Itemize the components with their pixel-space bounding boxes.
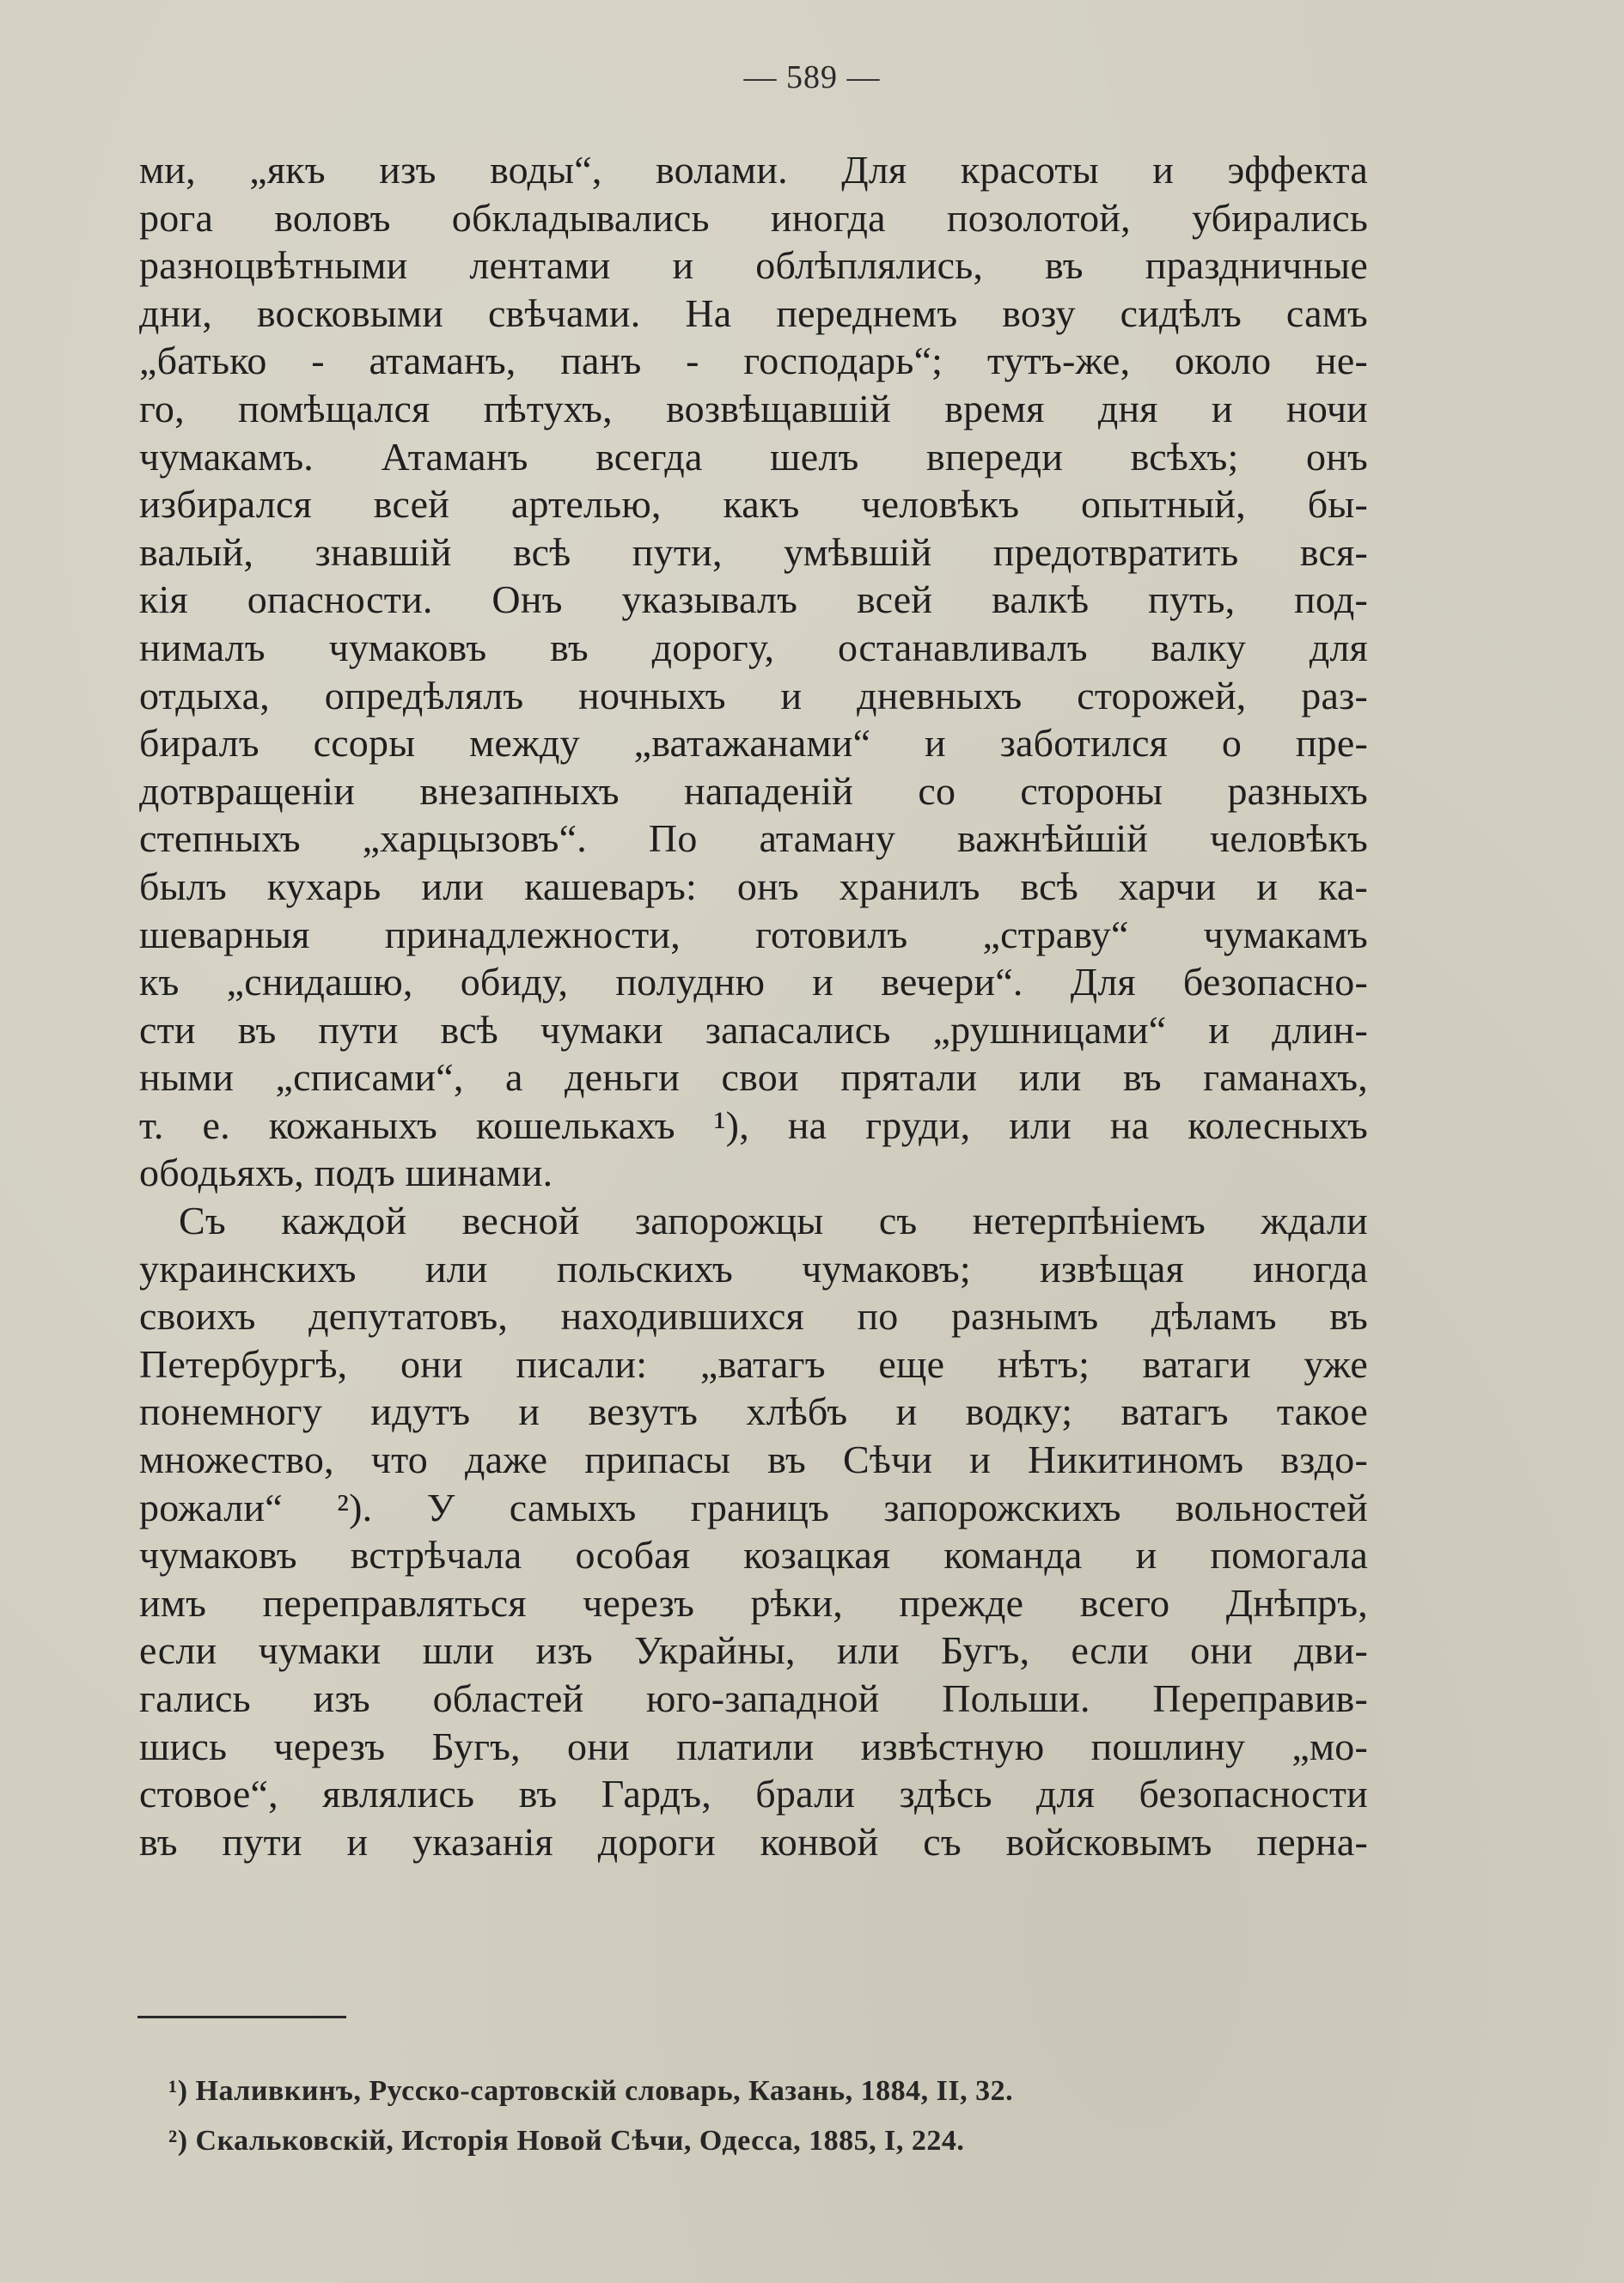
text-line: кія опасности. Онъ указывалъ всей валкѣ путь, под- [139, 577, 1368, 622]
text-line: сти въ пути всѣ чумаки запасались „рушницами“ и длин- [139, 1007, 1368, 1052]
text-line: дни, восковыми свѣчами. На переднемъ возу сидѣлъ самъ [139, 290, 1368, 335]
text-line: рога воловъ обкладывались иногда позолотой, убирались [139, 195, 1368, 240]
footnote: ²) Скальковскій, Исторія Новой Сѣчи, Одесса, 1885, I, 224. [168, 2125, 965, 2157]
text-line: ными „списами“, а деньги свои прятали или въ гаманахъ, [139, 1055, 1368, 1100]
text-line: степныхъ „харцызовъ“. По атаману важнѣйшій человѣкъ [139, 816, 1368, 861]
text-line: „батько - атаманъ, панъ - господарь“; тутъ-же, около не- [139, 339, 1368, 383]
text-line: биралъ ссоры между „ватажанами“ и заботился о пре- [139, 721, 1368, 766]
page-number: — 589 — [743, 59, 881, 95]
text-line: въ пути и указанія дороги конвой съ войсковымъ перна- [139, 1819, 1368, 1864]
footnote: ¹) Наливкинъ, Русско-сартовскій словарь, Казань, 1884, II, 32. [168, 2075, 1014, 2107]
text-line: шеварныя принадлежности, готовилъ „страву“ чумакамъ [139, 912, 1368, 956]
text-line: нималъ чумаковъ въ дорогу, останавливалъ валку для [139, 625, 1368, 669]
text-line: если чумаки шли изъ Украйны, или Бугъ, если они дви- [139, 1628, 1368, 1673]
text-line: шись черезъ Бугъ, они платили извѣстную пошлину „мо- [139, 1724, 1368, 1768]
paragraph-2 [139, 1197, 1368, 1865]
text-line: т. е. кожаныхъ кошелькахъ ¹), на груди, или на колесныхъ [139, 1102, 1368, 1147]
text-line: понемногу идутъ и везутъ хлѣбъ и водку; ватагъ такое [139, 1389, 1368, 1434]
text-line: Съ каждой весной запорожцы съ нетерпѣніемъ ждали [179, 1199, 1368, 1243]
text-line: дотвращеніи внезапныхъ нападеній со стороны разныхъ [139, 768, 1368, 813]
text-line: ободьяхъ, подъ шинами. [139, 1151, 553, 1195]
text-line: разноцвѣтными лентами и облѣплялись, въ праздничные [139, 243, 1368, 288]
main-text [139, 146, 1368, 1865]
text-line: валый, знавшій всѣ пути, умѣвшій предотвратить вся- [139, 529, 1368, 574]
text-line: имъ переправляться черезъ рѣки, прежде всего Днѣпръ, [139, 1580, 1368, 1625]
text-line: го, помѣщался пѣтухъ, возвѣщавшій время дня и ночи [139, 386, 1368, 430]
text-line: множество, что даже припасы въ Сѣчи и Никитиномъ вздо- [139, 1438, 1368, 1482]
text-line: стовое“, являлись въ Гардъ, брали здѣсь для безопасности [139, 1772, 1368, 1816]
text-line: избирался всей артелью, какъ человѣкъ опытный, бы- [139, 482, 1368, 527]
text-line: украинскихъ или польскихъ чумаковъ; извѣщая иногда [139, 1246, 1368, 1291]
text-line: своихъ депутатовъ, находившихся по разнымъ дѣламъ въ [139, 1294, 1368, 1339]
text-line: былъ кухарь или кашеваръ: онъ хранилъ всѣ харчи и ка- [139, 864, 1368, 908]
text-line: Петербургѣ, они писали: „ватагъ еще нѣтъ; ватаги уже [139, 1341, 1368, 1386]
text-line: къ „снидашю, обиду, полудню и вечери“. Для безопасно- [139, 960, 1368, 1004]
text-line: ми, „якъ изъ воды“, волами. Для красоты и эффекта [139, 148, 1368, 192]
text-line: гались изъ областей юго-западной Польши. Переправив- [139, 1676, 1368, 1720]
text-line: чумаковъ встрѣчала особая козацкая команда и помогала [139, 1533, 1368, 1578]
text-line: рожали“ ²). У самыхъ границъ запорожскихъ вольностей [139, 1485, 1368, 1529]
text-line: отдыха, опредѣлялъ ночныхъ и дневныхъ сторожей, раз- [139, 673, 1368, 717]
footnote-separator [137, 2016, 346, 2018]
text-line: чумакамъ. Атаманъ всегда шелъ впереди всѣхъ; онъ [139, 434, 1368, 479]
paragraph-1 [139, 146, 1368, 1197]
footnotes [168, 2066, 1285, 2166]
